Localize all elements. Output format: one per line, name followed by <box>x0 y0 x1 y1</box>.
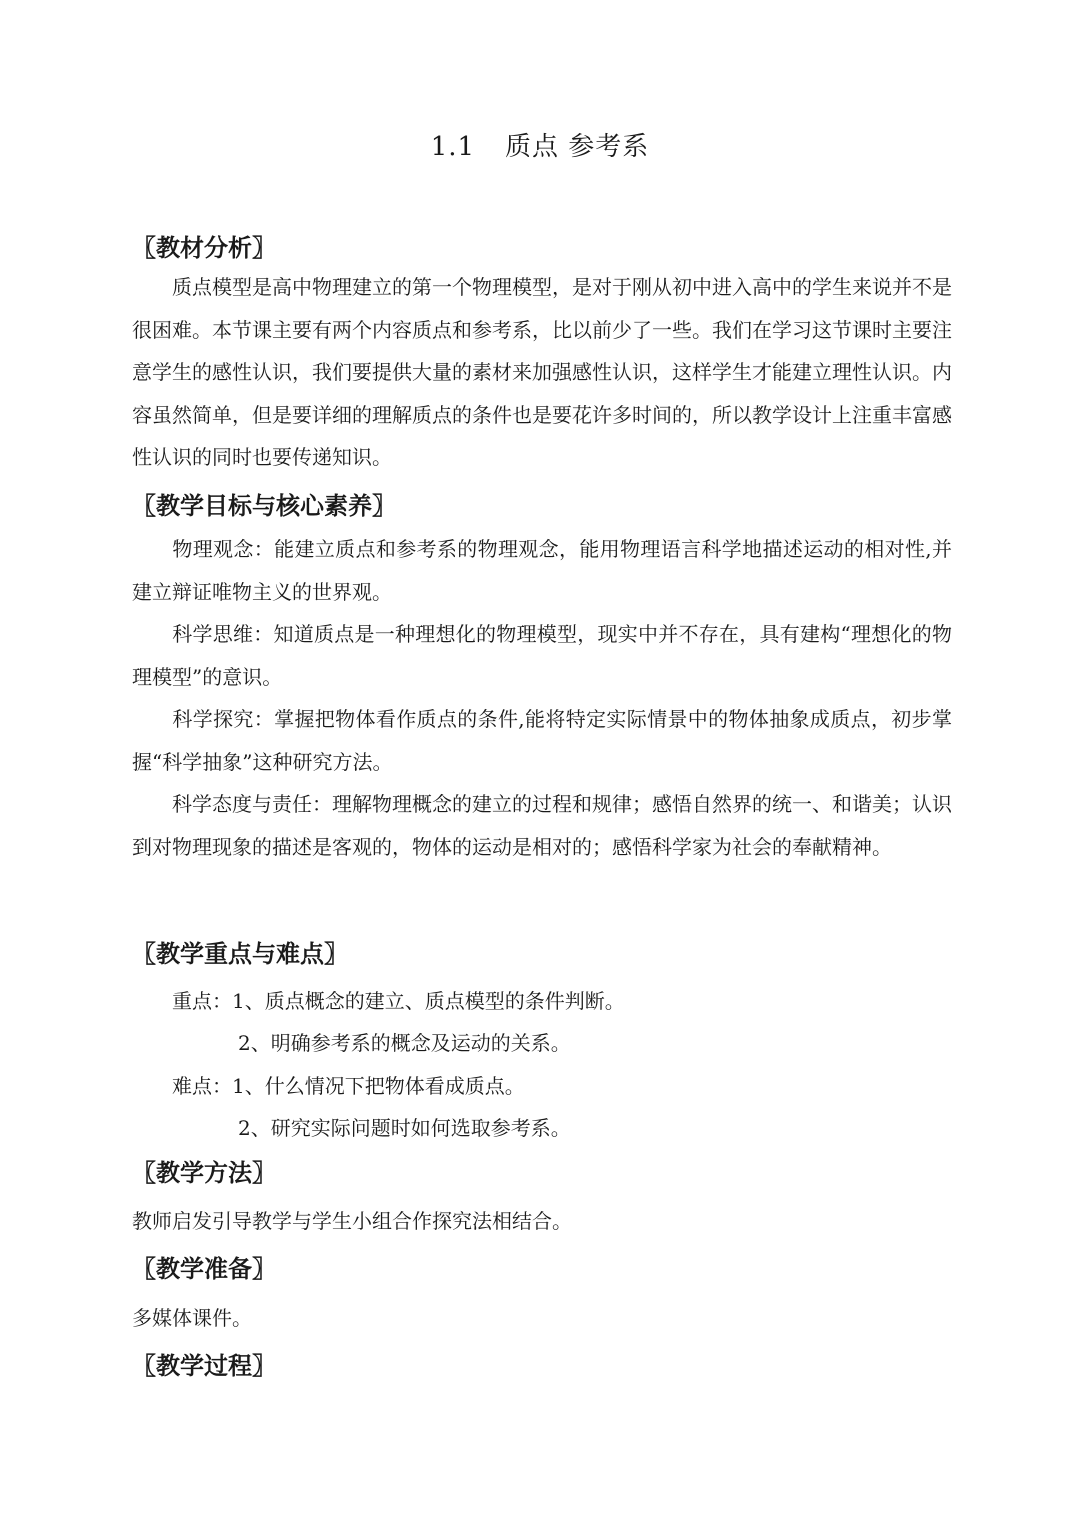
difficulty-row <box>172 1070 525 1099</box>
goal-paragraph <box>132 698 952 783</box>
difficulty-item: 2、研究实际问题时如何选取参考系。 <box>238 1116 571 1140</box>
focus-row <box>172 985 625 1014</box>
difficulty-item: 1、什么情况下把物体看成质点。 <box>232 1074 525 1098</box>
section-heading-keypoints: 〖教学重点与难点〗 <box>132 940 348 968</box>
goal-paragraph <box>132 783 952 868</box>
page-title <box>0 126 1080 163</box>
focus-item: 1、质点概念的建立、质点模型的条件判断。 <box>232 989 625 1013</box>
difficulty-label: 难点： <box>172 1074 232 1098</box>
section-heading-goals: 〖教学目标与核心素养〗 <box>132 492 396 520</box>
analysis-paragraph <box>132 266 952 479</box>
title-text: 质点 参考系 <box>505 132 650 162</box>
section-heading-process: 〖教学过程〗 <box>132 1352 276 1380</box>
goal-text: 科学思维：知道质点是一种理想化的物理模型，现实中并不存在，具有建构“理想化的物理模型”的意识。 <box>132 622 952 689</box>
focus-item: 2、明确参考系的概念及运动的关系。 <box>238 1031 571 1055</box>
section-heading-analysis: 〖教材分析〗 <box>132 234 276 262</box>
focus-label: 重点： <box>172 989 232 1013</box>
title-number: 1.1 <box>430 132 476 162</box>
goal-text: 科学态度与责任：理解物理概念的建立的过程和规律；感悟自然界的统一、和谐美；认识到对物理现象的描述是客观的，物体的运动是相对的；感悟科学家为社会的奉献精神。 <box>132 792 952 859</box>
method-text: 教师启发引导教学与学生小组合作探究法相结合。 <box>132 1209 572 1233</box>
goal-text: 科学探究：掌握把物体看作质点的条件,能将特定实际情景中的物体抽象成质点，初步掌握“科学抽象”这种研究方法。 <box>132 707 952 774</box>
goal-paragraph <box>132 613 952 698</box>
section-heading-method: 〖教学方法〗 <box>132 1159 276 1187</box>
goal-paragraph <box>132 528 952 613</box>
goal-text: 物理观念：能建立质点和参考系的物理观念，能用物理语言科学地描述运动的相对性,并建立辩证唯物主义的世界观。 <box>132 537 952 604</box>
preparation-text: 多媒体课件。 <box>132 1306 252 1330</box>
section-heading-preparation: 〖教学准备〗 <box>132 1255 276 1283</box>
analysis-text: 质点模型是高中物理建立的第一个物理模型，是对于刚从初中进入高中的学生来说并不是很困难。本节课主要有两个内容质点和参考系，比以前少了一些。我们在学习这节课时主要注意学生的感性认识，我们要提供大量的素材来加强感性认识，这样学生才能建立理性认识。内容虽然简单，但是要详细的理解质点的条件也是要花许多时间的，所以教学设计上注重丰富感性认识的同时也要传递知识。 <box>132 275 952 469</box>
